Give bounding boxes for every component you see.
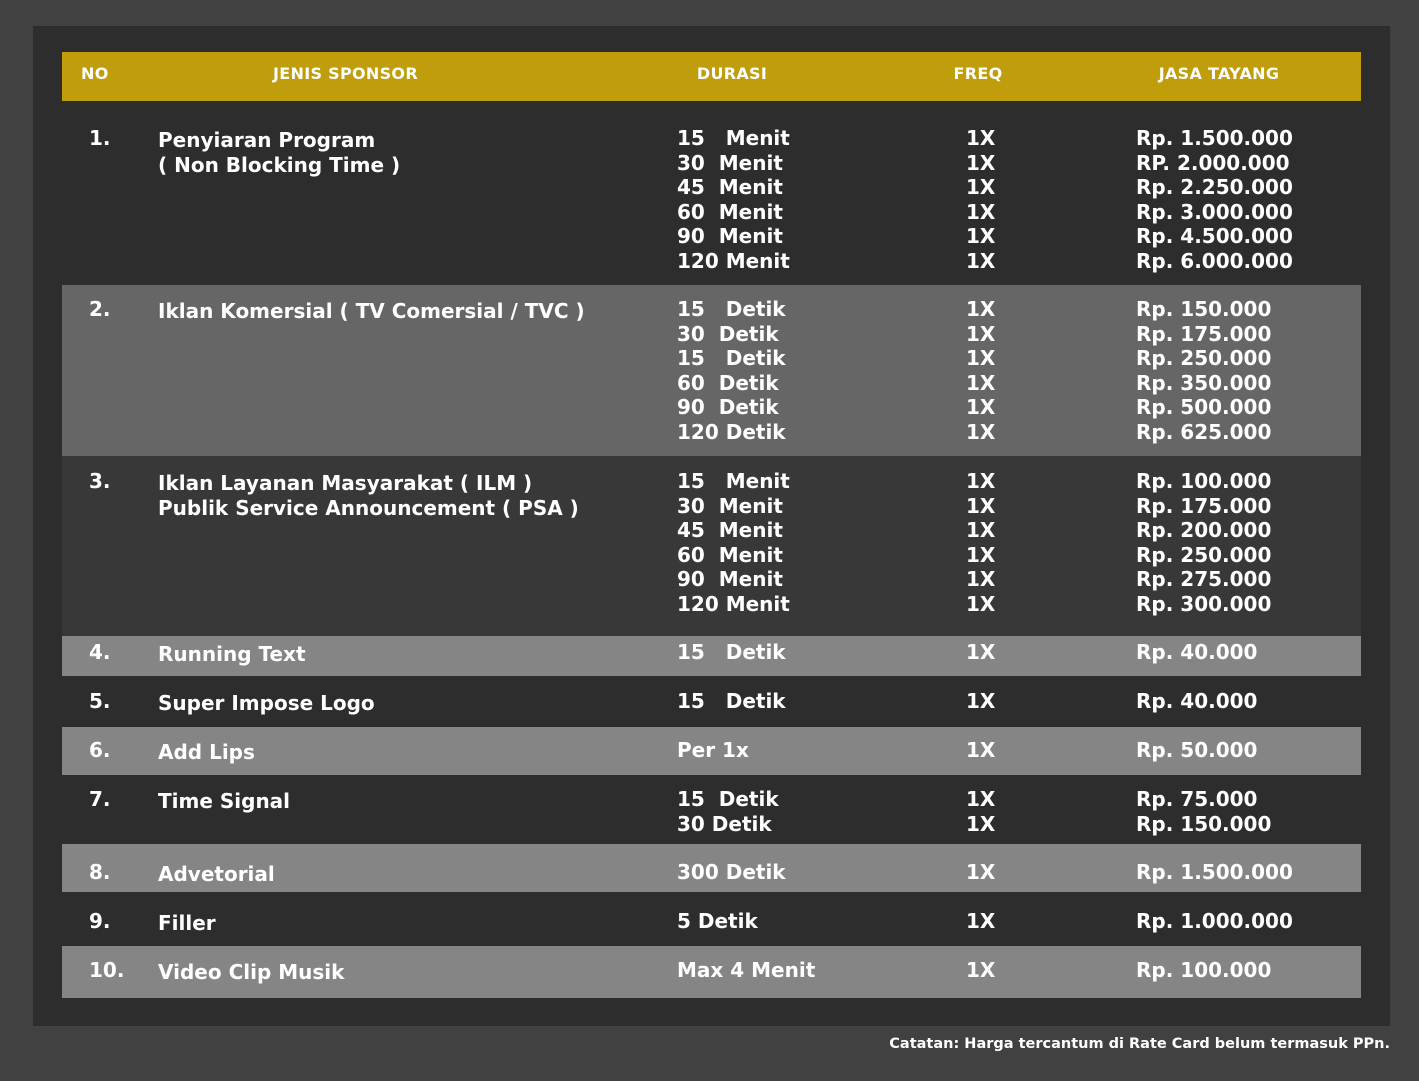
frequency-line: 1X — [966, 248, 996, 273]
duration-line: 60 Detik — [677, 370, 779, 395]
duration-cell — [677, 958, 815, 983]
frequency-line: 1X — [966, 542, 996, 567]
duration-cell — [677, 738, 749, 763]
sponsor-type-line: ( Non Blocking Time ) — [158, 152, 401, 177]
frequency-line: 1X — [966, 787, 996, 811]
sponsor-type-cell — [158, 911, 216, 936]
price-line: Rp. 50.000 — [1136, 738, 1258, 762]
header-durasi: DURASI — [696, 64, 768, 83]
row-number: 10. — [89, 958, 125, 982]
price-line: Rp. 100.000 — [1136, 469, 1272, 493]
price-line: Rp. 6.000.000 — [1136, 248, 1293, 273]
duration-line: 90 Menit — [677, 224, 783, 248]
row-number: 7. — [89, 787, 111, 811]
duration-line: 15 Detik — [677, 787, 779, 811]
frequency-line: 1X — [966, 689, 996, 713]
duration-line: 30 Detik — [677, 811, 772, 836]
sponsor-type-line: Video Clip Musik — [158, 960, 345, 984]
sponsor-type-cell — [158, 740, 255, 765]
frequency-line: 1X — [966, 860, 996, 884]
price-line: Rp. 1.500.000 — [1136, 860, 1293, 884]
duration-line: 15 Detik — [677, 346, 786, 370]
price-line: Rp. 1.000.000 — [1136, 909, 1293, 933]
frequency-line: 1X — [966, 175, 996, 199]
frequency-line: 1X — [966, 346, 996, 370]
header-jasa-tayang: JASA TAYANG — [1158, 64, 1280, 83]
price-line: Rp. 200.000 — [1136, 518, 1272, 542]
frequency-line: 1X — [966, 150, 996, 175]
price-line: Rp. 150.000 — [1136, 297, 1272, 321]
price-cell — [1136, 738, 1257, 763]
price-line: Rp. 350.000 — [1136, 370, 1272, 395]
sponsor-type-cell — [158, 471, 579, 520]
duration-cell — [677, 126, 790, 273]
price-line: Rp. 250.000 — [1136, 346, 1272, 370]
duration-line: 15 Detik — [677, 297, 786, 321]
frequency-line: 1X — [966, 224, 996, 248]
row-number: 1. — [89, 126, 111, 150]
duration-cell — [677, 469, 790, 616]
duration-line: 60 Menit — [677, 199, 783, 224]
sponsor-type-line: Advetorial — [158, 862, 275, 886]
sponsor-type-cell — [158, 862, 275, 887]
price-cell — [1136, 126, 1293, 273]
sponsor-type-line: Filler — [158, 911, 216, 935]
frequency-line: 1X — [966, 395, 996, 419]
frequency-line: 1X — [966, 811, 996, 836]
duration-line: 60 Menit — [677, 542, 783, 567]
sponsor-type-cell — [158, 691, 375, 716]
duration-line: 120 Menit — [677, 591, 790, 616]
duration-cell — [677, 297, 786, 444]
frequency-cell — [966, 860, 995, 885]
duration-line: 90 Detik — [677, 395, 779, 419]
sponsor-type-line: Add Lips — [158, 740, 255, 764]
sponsor-type-cell — [158, 960, 344, 985]
table-row — [62, 101, 1361, 285]
price-line: Rp. 3.000.000 — [1136, 199, 1293, 224]
price-line: Rp. 250.000 — [1136, 542, 1272, 567]
duration-line: Max 4 Menit — [677, 958, 816, 982]
frequency-line: 1X — [966, 199, 996, 224]
frequency-line: 1X — [966, 469, 996, 493]
table-row — [62, 285, 1361, 456]
price-line: Rp. 275.000 — [1136, 567, 1272, 591]
sponsor-type-line: Running Text — [158, 642, 306, 666]
sponsor-type-cell — [158, 128, 400, 177]
row-number: 3. — [89, 469, 111, 493]
table-row — [62, 892, 1361, 946]
sponsor-type-line: Time Signal — [158, 789, 291, 813]
sponsor-type-line: Publik Service Announcement ( PSA ) — [158, 495, 579, 520]
frequency-line: 1X — [966, 958, 996, 982]
frequency-line: 1X — [966, 640, 996, 664]
price-line: Rp. 75.000 — [1136, 787, 1258, 811]
duration-line: 45 Menit — [677, 175, 783, 199]
header-jenis-sponsor: JENIS SPONSOR — [273, 64, 418, 83]
duration-cell — [677, 689, 786, 714]
duration-cell — [677, 640, 786, 665]
duration-line: 30 Detik — [677, 321, 779, 346]
frequency-cell — [966, 958, 995, 983]
table-row — [62, 775, 1361, 844]
footnote: Catatan: Harga tercantum di Rate Card belum termasuk PPn. — [889, 1036, 1390, 1052]
price-line: Rp. 4.500.000 — [1136, 224, 1293, 248]
duration-line: 120 Menit — [677, 248, 790, 273]
price-line: Rp. 2.250.000 — [1136, 175, 1293, 199]
duration-line: 5 Detik — [677, 909, 758, 933]
frequency-line: 1X — [966, 567, 996, 591]
row-number: 4. — [89, 640, 111, 664]
sponsor-type-line: Super Impose Logo — [158, 691, 375, 715]
price-cell — [1136, 958, 1271, 983]
sponsor-type-line: Penyiaran Program — [158, 128, 376, 152]
duration-line: 15 Detik — [677, 640, 786, 664]
row-number: 9. — [89, 909, 111, 933]
frequency-cell — [966, 297, 995, 444]
duration-cell — [677, 909, 758, 934]
price-cell — [1136, 689, 1257, 714]
table-row — [62, 456, 1361, 636]
frequency-line: 1X — [966, 126, 996, 150]
price-line: Rp. 40.000 — [1136, 689, 1258, 713]
frequency-line: 1X — [966, 493, 996, 518]
duration-line: 90 Menit — [677, 567, 783, 591]
table-row — [62, 676, 1361, 727]
price-line: Rp. 175.000 — [1136, 493, 1272, 518]
price-line: Rp. 500.000 — [1136, 395, 1272, 419]
duration-line: 30 Menit — [677, 150, 783, 175]
frequency-cell — [966, 689, 995, 714]
duration-line: 30 Menit — [677, 493, 783, 518]
sponsor-type-cell — [158, 789, 290, 814]
frequency-cell — [966, 738, 995, 763]
price-line: Rp. 150.000 — [1136, 811, 1272, 836]
price-cell — [1136, 640, 1257, 665]
duration-cell — [677, 787, 779, 836]
frequency-line: 1X — [966, 297, 996, 321]
duration-cell — [677, 860, 786, 885]
frequency-line: 1X — [966, 591, 996, 616]
row-number: 6. — [89, 738, 111, 762]
row-number: 8. — [89, 860, 111, 884]
frequency-cell — [966, 909, 995, 934]
table-row — [62, 636, 1361, 676]
row-number: 2. — [89, 297, 111, 321]
table-header — [62, 52, 1361, 101]
duration-line: 300 Detik — [677, 860, 786, 884]
price-cell — [1136, 297, 1271, 444]
price-line: Rp. 1.500.000 — [1136, 126, 1293, 150]
price-cell — [1136, 787, 1271, 836]
price-line: Rp. 40.000 — [1136, 640, 1258, 664]
table-row — [62, 946, 1361, 998]
duration-line: 15 Menit — [677, 126, 790, 150]
price-cell — [1136, 860, 1293, 885]
frequency-cell — [966, 469, 995, 616]
table-row — [62, 844, 1361, 892]
sponsor-type-line: Iklan Komersial ( TV Comersial / TVC ) — [158, 299, 585, 323]
price-line: RP. 2.000.000 — [1136, 150, 1290, 175]
header-no: NO — [81, 64, 109, 83]
frequency-cell — [966, 640, 995, 665]
price-line: Rp. 300.000 — [1136, 591, 1272, 616]
price-line: Rp. 625.000 — [1136, 419, 1272, 444]
sponsor-type-line: Iklan Layanan Masyarakat ( ILM ) — [158, 471, 533, 495]
frequency-cell — [966, 787, 995, 836]
price-cell — [1136, 469, 1271, 616]
sponsor-type-cell — [158, 299, 585, 324]
duration-line: 15 Menit — [677, 469, 790, 493]
frequency-line: 1X — [966, 321, 996, 346]
frequency-line: 1X — [966, 419, 996, 444]
row-number: 5. — [89, 689, 111, 713]
frequency-line: 1X — [966, 370, 996, 395]
frequency-line: 1X — [966, 518, 996, 542]
price-line: Rp. 175.000 — [1136, 321, 1272, 346]
price-cell — [1136, 909, 1293, 934]
frequency-line: 1X — [966, 738, 996, 762]
duration-line: 45 Menit — [677, 518, 783, 542]
header-freq: FREQ — [953, 64, 1003, 83]
sponsor-type-cell — [158, 642, 306, 667]
duration-line: 15 Detik — [677, 689, 786, 713]
duration-line: Per 1x — [677, 738, 749, 762]
table-row — [62, 727, 1361, 775]
frequency-cell — [966, 126, 995, 273]
duration-line: 120 Detik — [677, 419, 786, 444]
price-line: Rp. 100.000 — [1136, 958, 1272, 982]
frequency-line: 1X — [966, 909, 996, 933]
